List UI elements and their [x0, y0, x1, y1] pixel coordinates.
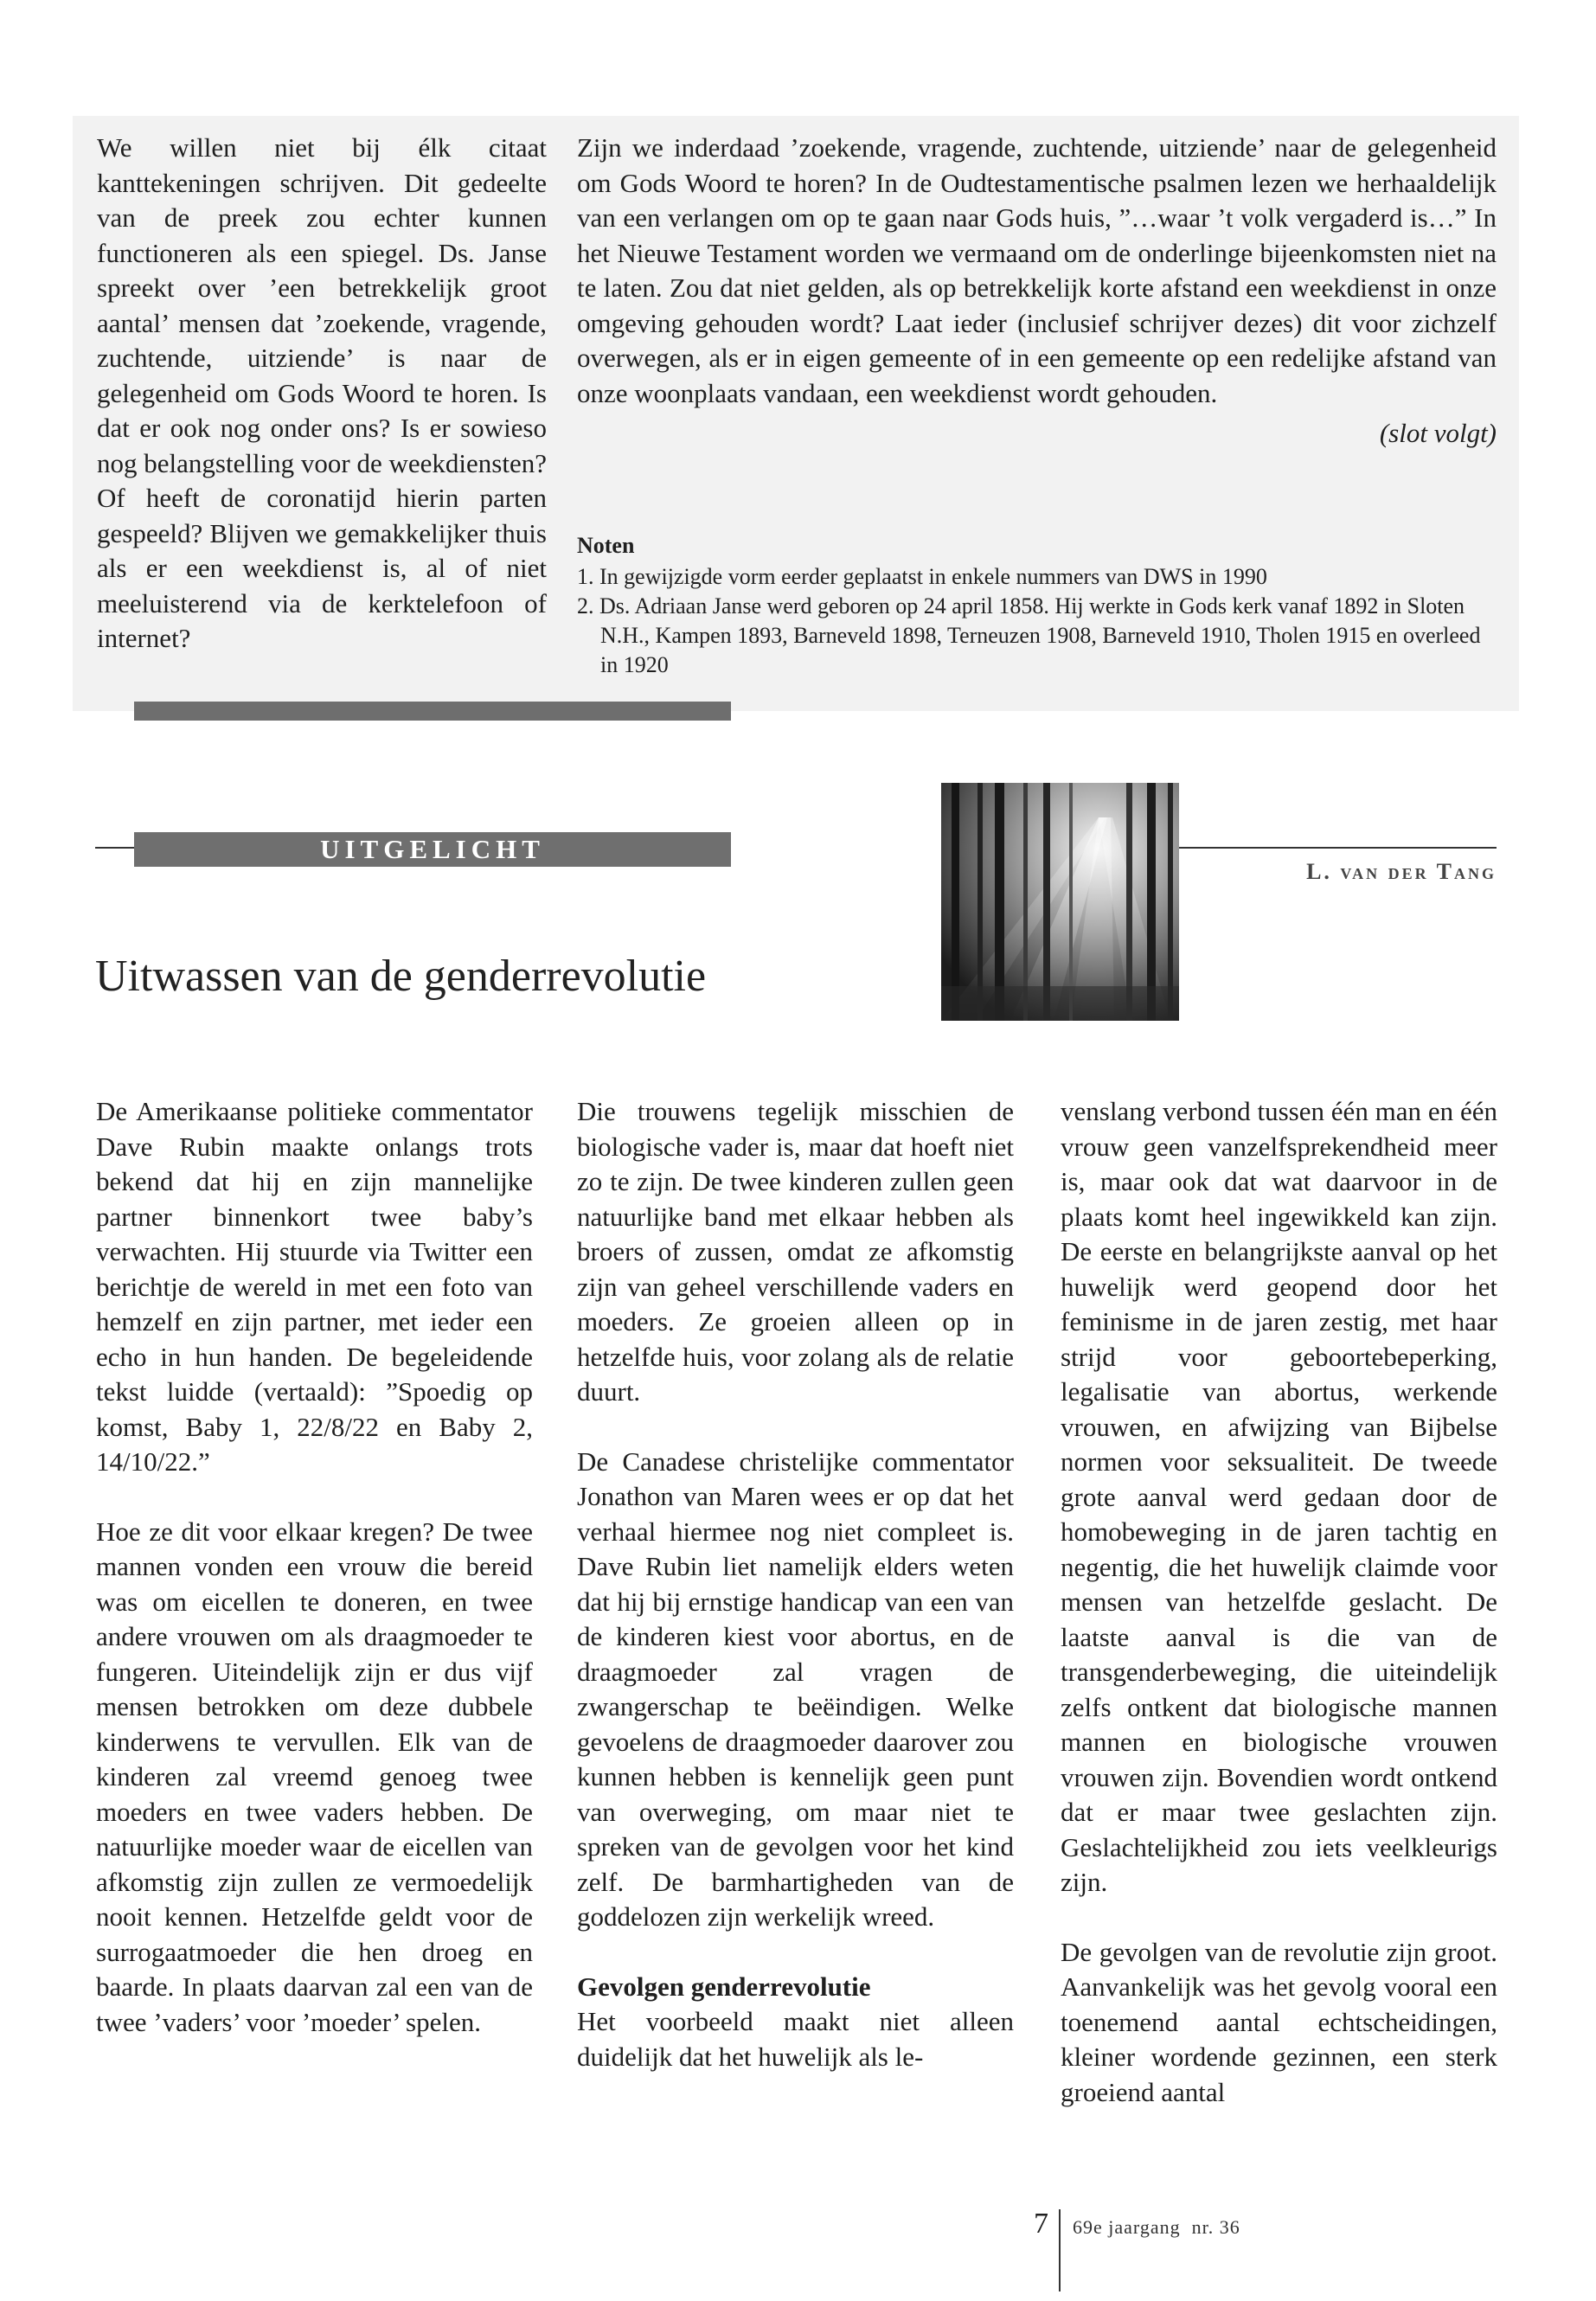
footer-rule — [1059, 2209, 1061, 2291]
continued-note: (slot volgt) — [1379, 418, 1497, 448]
subheading: Gevolgen genderrevolutie — [577, 1971, 871, 2002]
author-name: L. van der Tang — [1306, 859, 1497, 884]
paragraph: De Canadese christelijke commentator Jonathon van Maren wees er op dat het verhaal hiermee nog niet compleet is. Dave Rubin liet namelijk elders weten dat hij bij ernstige handicap van een van de kinderen kiest voor abortus, en de draagmoeder zal vragen de zwangerschap te beëindigen. Welke gevoelens de draagmoeder daarover zou kunnen hebben is kennelijk geen punt van overweging, om maar niet te spreken van de gevolgen voor het kind zelf. De barmhartigheden van de goddelozen zijn werkelijk wreed. — [577, 1445, 1014, 1932]
footnotes-title: Noten — [577, 533, 635, 558]
paragraph: Het voorbeeld maakt niet alleen duidelijk dat het huwelijk als le- — [577, 2006, 1014, 2072]
paragraph: De Amerikaanse politieke commentator Dave Rubin maakte onlangs trots bekend dat hij en zijn mannelijke partner binnenkort twee baby’s verwachten. Hij stuurde via Twitter een berichtje de wereld in met een foto van hemzelf en zijn partner, met ieder een echo in hun handen. De begeleidende tekst luidde (vertaald): ”Spoedig op komst, Baby 1, 22/8/22 en Baby 2, 14/10/22.” — [96, 1096, 533, 1477]
article-column-1 — [96, 1094, 533, 2040]
section-label: UITGELICHT — [134, 832, 731, 867]
paragraph: Hoe ze dit voor elkaar kregen? De twee mannen vonden een vrouw die bereid was om eicellen te doneren, en twee andere vrouwen om als draagmoeder te fungeren. Uiteindelijk zijn er dus vijf mensen betrokken om deze dubbele kinderwens te vervullen. Elk van de kinderen zal vreemd genoeg twee moeders en twee vaders hebben. De natuurlijke moeder waar de eicellen van afkomstig zijn zullen ze vermoedelijk nooit kennen. Hetzelfde geldt voor de surrogaatmoeder die hen droeg en baarde. In plaats daarvan zal een van de twee ’vaders’ voor ’moeder’ spelen. — [96, 1516, 533, 2037]
issue-label: 69e jaargang nr. 36 — [1073, 2216, 1240, 2238]
previous-article-right-column — [577, 131, 1497, 452]
footnotes — [577, 531, 1497, 680]
paragraph: We willen niet bij élk citaat kanttekeningen schrijven. Dit gedeelte van de preek zou echter kunnen functioneren als een spiegel. Ds. Janse spreekt over ’een betrekkelijk groot aantal’ mensen dat ’zoekende, vragende, zuchtende, uitziende’ is naar de gelegenheid om Gods Woord te horen. Is dat er ook nog onder ons? Is er sowieso nog belangstelling voor de weekdiensten? Of heeft de coronatijd hierin parten gespeeld? Blijven we gemakkelijker thuis als er een weekdienst is, al of niet meeluisterend via de kerktelefoon of internet? — [97, 132, 547, 653]
paragraph: venslang verbond tussen één man en één vrouw geen vanzelfsprekendheid meer is, maar ook dat wat daarvoor in de plaats komt heel ingewikkeld kan zijn. De eerste en belangrijkste aanval op het huwelijk werd geopend door het feminisme in de jaren zestig, met haar strijd voor geboortebeperking, legalisatie van abortus, werkende vrouwen, en afwijzing van Bijbelse normen voor seksualiteit. De tweede grote aanval werd gedaan door de homobeweging in de jaren tachtig en negentig, die het huwelijk claimde voor mensen van hetzelfde geslacht. De laatste aanval is die van de transgenderbeweging, die uiteindelijk zelfs ontkent dat biologische mannen mannen en biologische vrouwen vrouwen zijn. Bovendien wordt ontkend dat er maar twee geslachten zijn. Geslachtelijkheid zou iets veelkleurigs zijn. — [1061, 1096, 1497, 1897]
paragraph: Zijn we inderdaad ’zoekende, vragende, zuchtende, uitziende’ naar de gelegenheid om Gods Woord te horen? In de Oudtestamentische psalmen lezen we herhaaldelijk van een verlangen om op te gaan naar Gods huis, ”…waar ’t volk vergaderd is…” In het Nieuwe Testament worden we vermaand om de onderlinge bijeenkomsten niet na te laten. Zou dat niet gelden, als op betrekkelijk korte afstand een weekdienst in onze omgeving gehouden wordt? Laat ieder (inclusief schrijver dezes) dit voor zichzelf overwegen, als er in eigen gemeente of in een gemeente op een redelijke afstand van onze woonplaats vandaan, een weekdienst wordt gehouden. — [577, 132, 1497, 408]
box-bottom-bar — [134, 702, 731, 721]
article-column-2 — [577, 1094, 1014, 2074]
article-column-3 — [1061, 1094, 1497, 2110]
paragraph: Die trouwens tegelijk misschien de biologische vader is, maar dat hoeft niet zo te zijn. De twee kinderen zullen geen natuurlijke band met elkaar hebben als broers of zussen, omdat ze afkomstig zijn van geheel verschillende vaders en moeders. Ze groeien alleen op in hetzelfde huis, voor zolang als de relatie duurt. — [577, 1096, 1014, 1407]
previous-article-left-column — [97, 131, 547, 657]
footnote-2: 2. Ds. Adriaan Janse werd geboren op 24 april 1858. Hij werkte in Gods kerk vanaf 1892 in Sloten N.H., Kampen 1893, Barneveld 1898, Terneuzen 1908, Barneveld 1910, Tholen 1915 en overleed in 1920 — [577, 593, 1481, 677]
header-rule-right — [1178, 847, 1497, 849]
footnote-1: 1. In gewijzigde vorm eerder geplaatst in enkele nummers van DWS in 1990 — [577, 564, 1267, 589]
article-title: Uitwassen van de genderrevolutie — [95, 952, 707, 1001]
page-number: 7 — [1034, 2208, 1048, 2240]
paragraph: De gevolgen van de revolutie zijn groot. Aanvankelijk was het gevolg vooral een toenemend aantal echtscheidingen, kleiner wordende gezinnen, een sterk groeiend aantal — [1061, 1936, 1497, 2107]
forest-photo — [941, 783, 1179, 1021]
subheading-paragraph — [577, 1970, 1014, 2075]
